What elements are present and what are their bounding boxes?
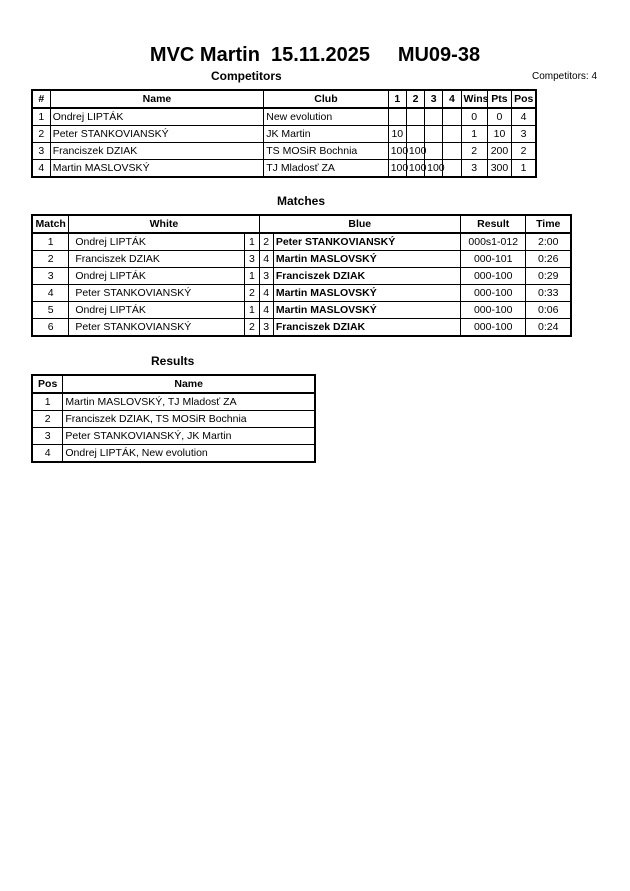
- blue-competitor: Franciszek DZIAK: [273, 319, 460, 337]
- table-row: [32, 143, 536, 160]
- competitor-wins: 1: [461, 126, 487, 143]
- blue-seed: 2: [259, 233, 273, 251]
- blue-competitor: Peter STANKOVIANSKÝ: [273, 233, 460, 251]
- competitor-r1: 10: [388, 126, 406, 143]
- competitor-pos: 1: [512, 160, 536, 178]
- matches-table: [31, 214, 572, 337]
- competitor-r4: [443, 160, 461, 178]
- competitor-pos: 2: [512, 143, 536, 160]
- col-name-header: Name: [63, 375, 315, 393]
- white-competitor: Ondrej LIPTÁK: [69, 268, 245, 285]
- result-pos: 4: [32, 445, 63, 463]
- results-table: [31, 374, 316, 463]
- results-heading: Results: [151, 354, 195, 368]
- table-row: [32, 126, 536, 143]
- competitor-pts: 0: [487, 108, 511, 126]
- competitor-num: 3: [32, 143, 50, 160]
- page-title: [0, 44, 630, 67]
- competitor-pts: 200: [487, 143, 511, 160]
- competitor-r3: [425, 126, 443, 143]
- competitor-pts: 300: [487, 160, 511, 178]
- table-row: [32, 268, 571, 285]
- col-r2-header: 2: [406, 90, 424, 108]
- white-competitor: Franciszek DZIAK: [69, 251, 245, 268]
- competitor-r3: 100: [425, 160, 443, 178]
- col-result-header: Result: [461, 215, 526, 233]
- matches-header-row: [32, 215, 571, 233]
- col-time-header: Time: [526, 215, 571, 233]
- col-name-header: Name: [50, 90, 264, 108]
- table-row: [32, 251, 571, 268]
- result-name: Martin MASLOVSKÝ, TJ Mladosť ZA: [63, 393, 315, 411]
- competitor-name: Ondrej LIPTÁK: [50, 108, 264, 126]
- competitor-name: Franciszek DZIAK: [50, 143, 264, 160]
- col-num-header: #: [32, 90, 50, 108]
- table-row: [32, 233, 571, 251]
- white-seed: 1: [245, 233, 259, 251]
- competitor-club: TS MOSiR Bochnia: [264, 143, 388, 160]
- match-time: 0:33: [526, 285, 571, 302]
- col-pts-header: Pts: [487, 90, 511, 108]
- competitor-pos: 4: [512, 108, 536, 126]
- competitor-num: 2: [32, 126, 50, 143]
- competitor-r2: 100: [406, 160, 424, 178]
- white-seed: 1: [245, 268, 259, 285]
- event-name: MVC Martin: [149, 44, 260, 66]
- matches-heading: Matches: [277, 194, 326, 208]
- col-r1-header: 1: [388, 90, 406, 108]
- match-number: 1: [32, 233, 69, 251]
- competitor-r2: [406, 108, 424, 126]
- result-name: Peter STANKOVIANSKÝ, JK Martin: [63, 428, 315, 445]
- blue-seed: 4: [259, 285, 273, 302]
- competitor-r4: [443, 126, 461, 143]
- white-competitor: Ondrej LIPTÁK: [69, 233, 245, 251]
- match-result: 000-101: [461, 251, 526, 268]
- blue-competitor: Martin MASLOVSKÝ: [273, 251, 460, 268]
- match-result: 000-100: [461, 319, 526, 337]
- table-row: [32, 160, 536, 178]
- competitor-pos: 3: [512, 126, 536, 143]
- white-seed: 2: [245, 285, 259, 302]
- match-number: 4: [32, 285, 69, 302]
- competitor-r2: 100: [406, 143, 424, 160]
- col-wins-header: Wins: [461, 90, 487, 108]
- result-pos: 2: [32, 411, 63, 428]
- col-pos-header: Pos: [32, 375, 63, 393]
- match-time: 0:24: [526, 319, 571, 337]
- competitor-r4: [443, 108, 461, 126]
- match-number: 2: [32, 251, 69, 268]
- blue-competitor: Martin MASLOVSKÝ: [273, 285, 460, 302]
- blue-seed: 3: [259, 268, 273, 285]
- match-result: 000-100: [461, 302, 526, 319]
- competitor-r1: [388, 108, 406, 126]
- white-competitor: Ondrej LIPTÁK: [69, 302, 245, 319]
- table-row: [32, 445, 315, 463]
- competitor-wins: 3: [461, 160, 487, 178]
- event-category: MU09-38: [397, 44, 481, 66]
- competitor-r3: [425, 108, 443, 126]
- result-pos: 1: [32, 393, 63, 411]
- match-number: 6: [32, 319, 69, 337]
- match-result: 000-100: [461, 285, 526, 302]
- col-pos-header: Pos: [512, 90, 536, 108]
- competitor-club: JK Martin: [264, 126, 388, 143]
- col-r4-header: 4: [443, 90, 461, 108]
- competitor-name: Peter STANKOVIANSKÝ: [50, 126, 264, 143]
- white-seed: 2: [245, 319, 259, 337]
- blue-competitor: Franciszek DZIAK: [273, 268, 460, 285]
- competitor-name: Martin MASLOVSKÝ: [50, 160, 264, 178]
- match-number: 5: [32, 302, 69, 319]
- table-row: [32, 285, 571, 302]
- match-time: 0:29: [526, 268, 571, 285]
- competitors-header-row: [32, 90, 536, 108]
- table-row: [32, 411, 315, 428]
- table-row: [32, 393, 315, 411]
- blue-seed: 3: [259, 319, 273, 337]
- competitors-count: Competitors: 4: [532, 71, 598, 82]
- competitor-r3: [425, 143, 443, 160]
- col-match-header: Match: [32, 215, 69, 233]
- match-result: 000-100: [461, 268, 526, 285]
- competitor-num: 1: [32, 108, 50, 126]
- table-row: [32, 319, 571, 337]
- competitor-club: TJ Mladosť ZA: [264, 160, 388, 178]
- event-date: 15.11.2025: [271, 44, 371, 66]
- competitors-heading: Competitors: [211, 69, 282, 83]
- match-result: 000s1-012: [461, 233, 526, 251]
- white-seed: 3: [245, 251, 259, 268]
- match-time: 0:26: [526, 251, 571, 268]
- table-row: [32, 428, 315, 445]
- results-header-row: [32, 375, 315, 393]
- col-club-header: Club: [264, 90, 388, 108]
- result-name: Ondrej LIPTÁK, New evolution: [63, 445, 315, 463]
- white-seed: 1: [245, 302, 259, 319]
- white-competitor: Peter STANKOVIANSKÝ: [69, 285, 245, 302]
- competitor-r2: [406, 126, 424, 143]
- competitor-r4: [443, 143, 461, 160]
- competitor-club: New evolution: [264, 108, 388, 126]
- competitors-table: [31, 89, 537, 178]
- blue-competitor: Martin MASLOVSKÝ: [273, 302, 460, 319]
- blue-seed: 4: [259, 302, 273, 319]
- col-white-header: White: [69, 215, 259, 233]
- competitor-wins: 2: [461, 143, 487, 160]
- result-name: Franciszek DZIAK, TS MOSiR Bochnia: [63, 411, 315, 428]
- white-competitor: Peter STANKOVIANSKÝ: [69, 319, 245, 337]
- table-row: [32, 108, 536, 126]
- match-number: 3: [32, 268, 69, 285]
- col-blue-header: Blue: [259, 215, 460, 233]
- col-r3-header: 3: [425, 90, 443, 108]
- table-row: [32, 302, 571, 319]
- competitor-pts: 10: [487, 126, 511, 143]
- competitor-wins: 0: [461, 108, 487, 126]
- competitor-r1: 100: [388, 160, 406, 178]
- competitor-num: 4: [32, 160, 50, 178]
- result-pos: 3: [32, 428, 63, 445]
- match-time: 0:06: [526, 302, 571, 319]
- blue-seed: 4: [259, 251, 273, 268]
- match-time: 2:00: [526, 233, 571, 251]
- competitor-r1: 100: [388, 143, 406, 160]
